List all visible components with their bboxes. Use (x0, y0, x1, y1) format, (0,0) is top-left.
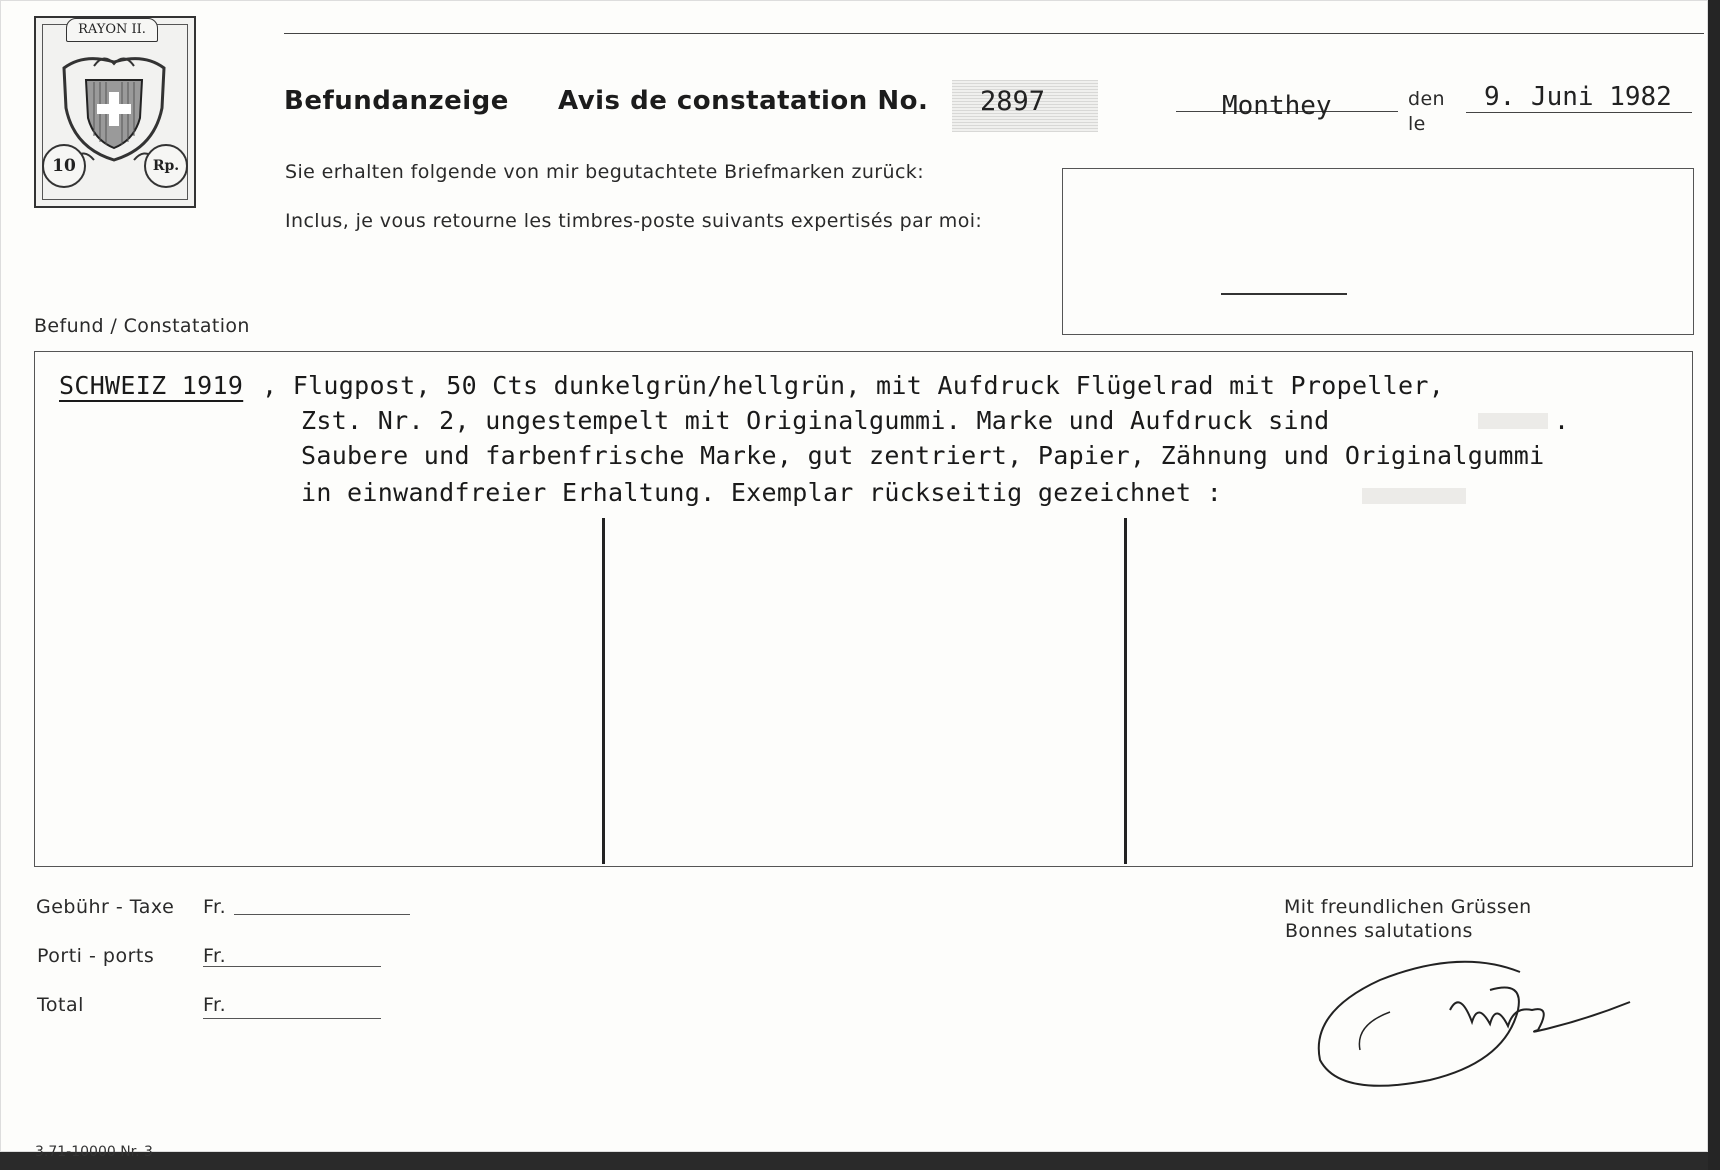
stamp-value-right: Rp. (144, 144, 188, 188)
certificate-number: 2897 (980, 86, 1046, 117)
total-currency: Fr. (203, 994, 227, 1016)
column-divider-1 (602, 518, 605, 864)
porti-amount-line (203, 966, 381, 967)
den-label: den (1408, 88, 1445, 110)
redacted-signature-mark (1362, 488, 1466, 504)
intro-text-fr: Inclus, je vous retourne les timbres-poste suivants expertisés par moi: (285, 210, 983, 232)
fee-label: Gebühr - Taxe (36, 896, 175, 918)
fee-currency: Fr. (203, 896, 227, 918)
redacted-text (1478, 413, 1548, 429)
stamp-value-left: 10 (42, 144, 86, 188)
fee-amount-line (234, 914, 410, 915)
date-line (1466, 112, 1692, 113)
recipient-address-box (1062, 168, 1694, 335)
finding-line-2: Zst. Nr. 2, ungestempelt mit Originalgummi. Marke und Aufdruck sind (301, 406, 1330, 435)
finding-line-3: Saubere und farbenfrische Marke, gut zentriert, Papier, Zähnung und Originalgummi (301, 441, 1545, 470)
porti-currency: Fr. (203, 945, 227, 967)
finding-line-4: in einwandfreier Erhaltung. Exemplar rückseitig gezeichnet : (301, 478, 1223, 507)
form-code: 3.71-10000 Nr. 3 (35, 1144, 153, 1160)
le-label: le (1408, 113, 1426, 135)
title-fr: Avis de constatation No. (558, 86, 929, 116)
column-divider-2 (1124, 518, 1127, 864)
title-de: Befundanzeige (284, 86, 509, 116)
intro-text-de: Sie erhalten folgende von mir begutachtete Briefmarken zurück: (285, 161, 925, 183)
top-rule (284, 33, 1704, 34)
total-label: Total (37, 994, 84, 1016)
rayon-stamp-logo (34, 16, 196, 208)
stamp-rayon-label: RAYON II. (66, 18, 158, 42)
closing-fr: Bonnes salutations (1285, 920, 1473, 942)
handwritten-signature (1300, 950, 1690, 1100)
finding-line-1: , Flugpost, 50 Cts dunkelgrün/hellgrün, mit Aufdruck Flügelrad mit Propeller, (262, 371, 1445, 400)
recipient-underline (1221, 293, 1347, 295)
finding-heading: SCHWEIZ 1919 (59, 371, 244, 400)
section-label: Befund / Constatation (34, 315, 250, 337)
date-value: 9. Juni 1982 (1484, 82, 1672, 112)
closing-de: Mit freundlichen Grüssen (1284, 896, 1532, 918)
porti-label: Porti - ports (37, 945, 155, 967)
place-name: Monthey (1222, 91, 1332, 121)
total-amount-line (203, 1018, 381, 1019)
photo-right-edge (1708, 0, 1720, 1170)
finding-line-2-end: . (1554, 406, 1570, 435)
